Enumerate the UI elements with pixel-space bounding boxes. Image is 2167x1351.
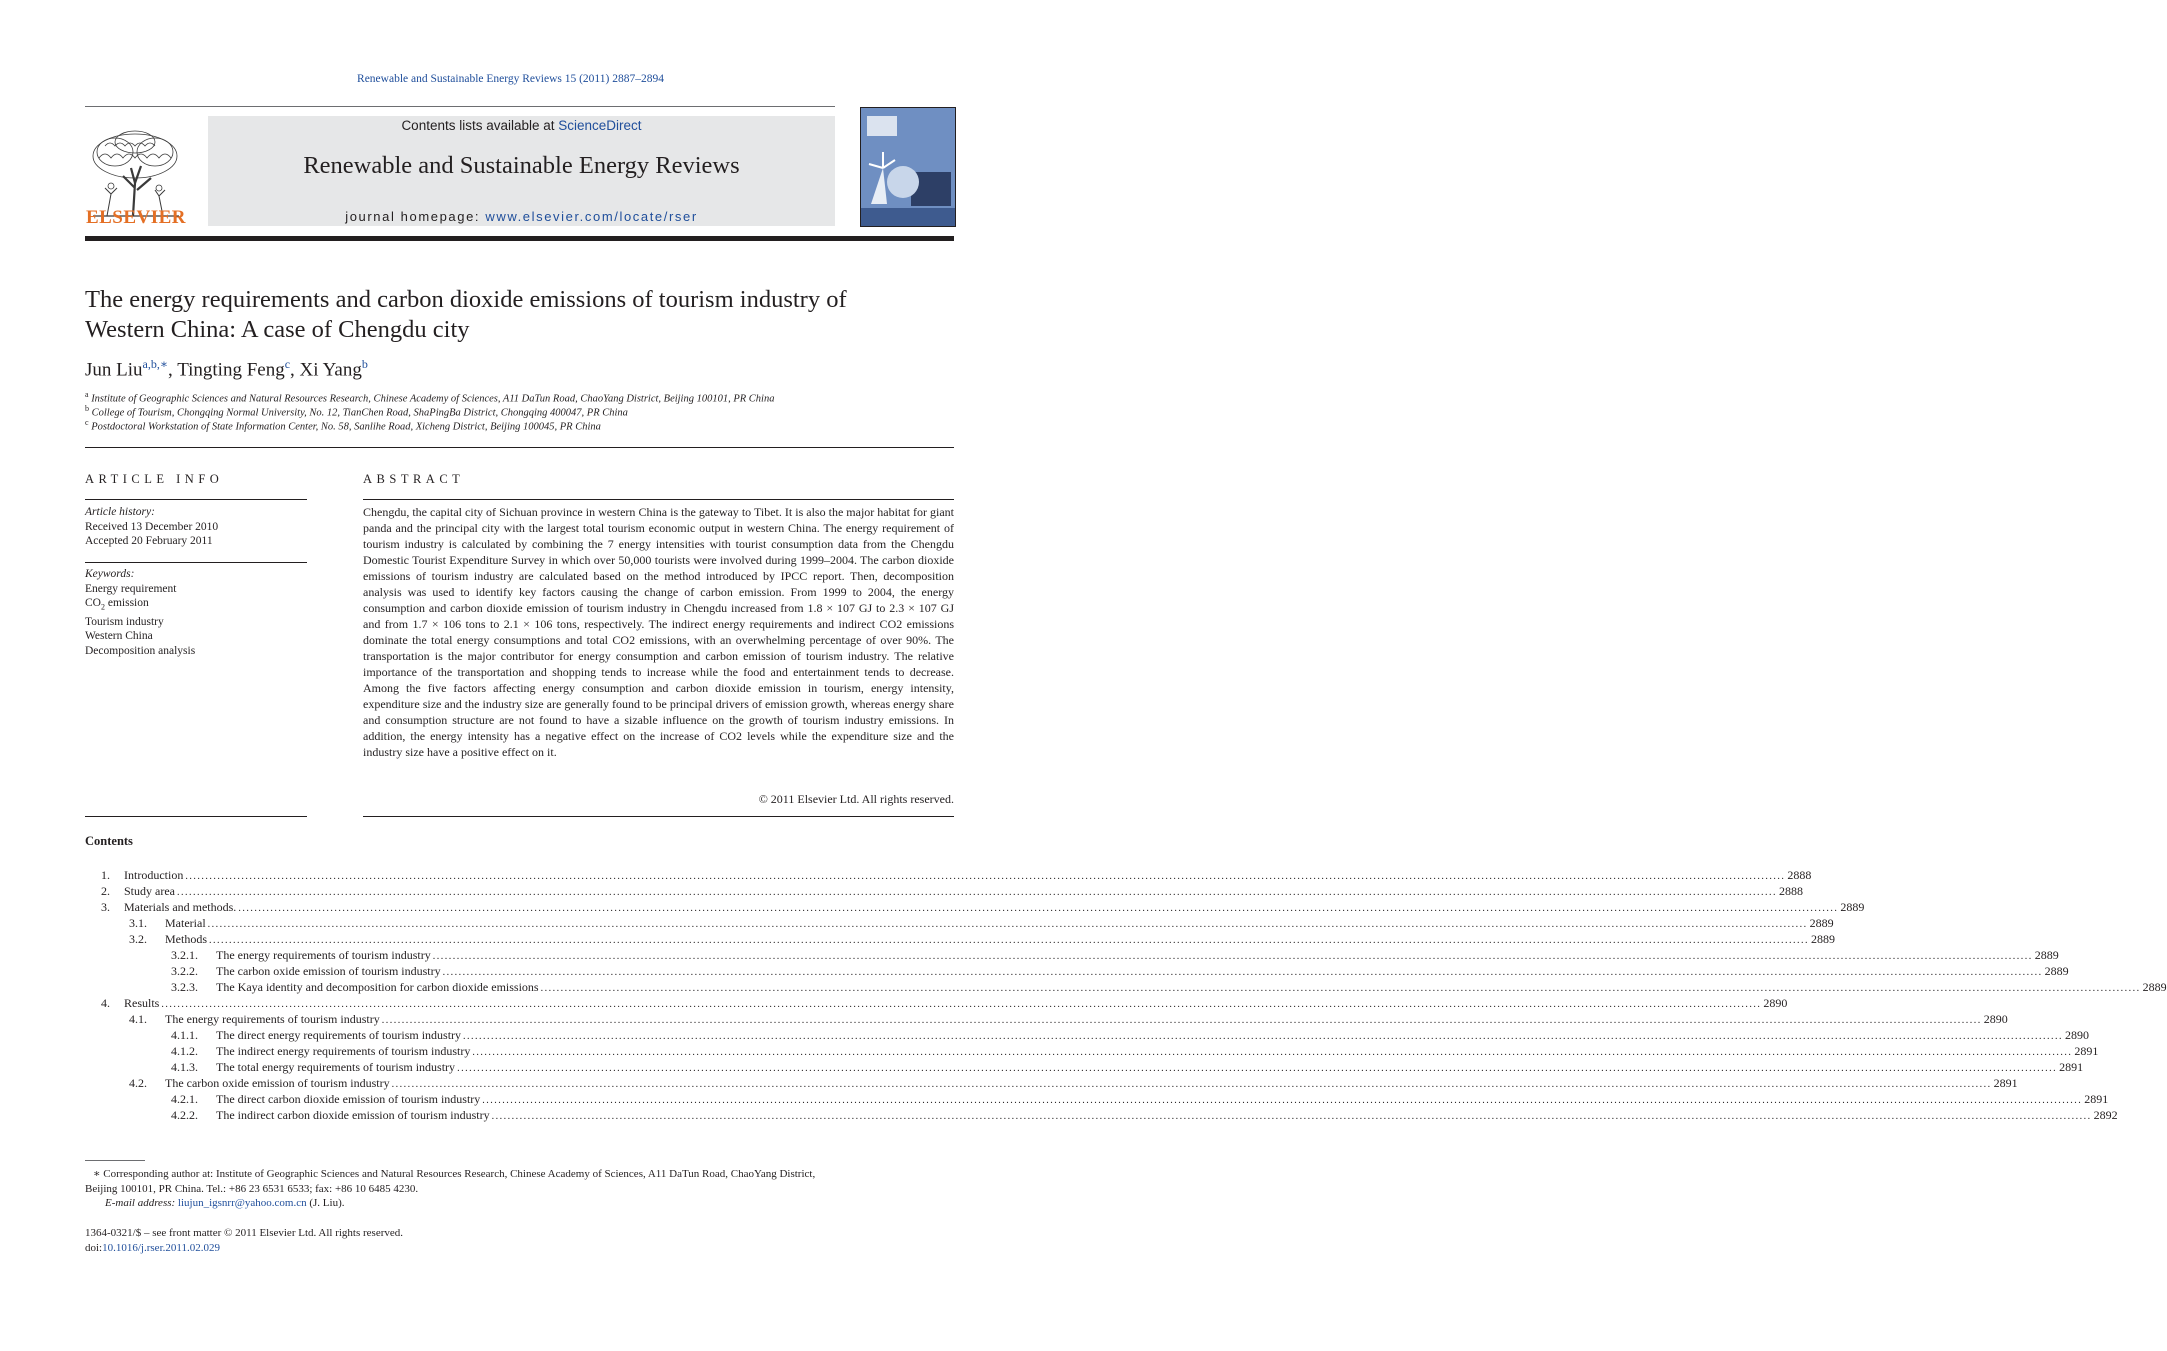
- toc-entry[interactable]: [216, 979, 2167, 995]
- corresponding-author-note: ∗ Corresponding author at: Institute of Geographic Sciences and Natural Resources Research, Chinese Academy of Sciences, A11 DaTun Road, ChaoYang District, Beijing 100101, PR China. Tel.: +86 23 6531 6533; fax: +86 10 6485 4230. E-mail address: liujun_igsnrr@yahoo.com.cn (J. Liu).: [85, 1168, 816, 1209]
- toc-page-number: 2889: [1811, 932, 1835, 946]
- toc-leader-dots: ................................................................................................................................................................................................................................................................................................................................................................................................................: [432, 951, 2033, 962]
- toc-leader-dots: ................................................................................................................................................................................................................................................................................................................................................................................................................: [209, 935, 1809, 946]
- toc-leader-dots: ................................................................................................................................................................................................................................................................................................................................................................................................................: [238, 903, 1839, 914]
- doi-link[interactable]: 10.1016/j.rser.2011.02.029: [102, 1241, 220, 1254]
- journal-cover-image[interactable]: [860, 107, 956, 227]
- affiliation-rule: [85, 447, 954, 448]
- toc-page-number: 2889: [1840, 900, 1865, 914]
- toc-entry-label: Results: [124, 996, 160, 1010]
- affiliation-c: $^c$ Postdoctoral Workstation of State Information Center, No. 58, Sanlihe Road, Xicheng District, Beijing 100045, PR China: [85, 418, 601, 433]
- toc-leader-dots: ................................................................................................................................................................................................................................................................................................................................................................................................................: [381, 1015, 1982, 1026]
- paper-title: The energy requirements and carbon dioxide emissions of tourism industry of Western China: A case of Chengdu city: [85, 286, 847, 343]
- keywords-block: Keywords: Energy requirement $CO_2$ emission Tourism industry Western China Decomposition analysis: [85, 567, 307, 658]
- toc-entry[interactable]: [124, 899, 1865, 915]
- toc-entry-label: The total energy requirements of tourism industry: [216, 1060, 456, 1074]
- toc-entry[interactable]: [165, 1011, 2008, 1027]
- toc-number: 2.: [101, 884, 110, 898]
- toc-entry[interactable]: [124, 995, 1788, 1011]
- toc-number: 4.1.: [129, 1012, 147, 1026]
- journal-citation[interactable]: Renewable and Sustainable Energy Reviews 15 (2011) 2887–2894: [357, 73, 664, 85]
- toc-page-number: 2891: [2059, 1060, 2084, 1074]
- toc-page-number: 2889: [2142, 980, 2167, 994]
- article-info-rule: [85, 499, 307, 500]
- contents-available-line: Contents lists available at ScienceDirect: [401, 118, 642, 133]
- abstract-bottom-rule: [363, 816, 954, 817]
- toc-number: 3.: [101, 900, 110, 914]
- toc-leader-dots: ................................................................................................................................................................................................................................................................................................................................................................................................................: [463, 1031, 2064, 1042]
- toc-page-number: 2891: [1993, 1076, 2018, 1090]
- article-info-heading: ARTICLE INFO: [85, 472, 224, 486]
- journal-homepage-link[interactable]: www.elsevier.com/locate/rser: [485, 209, 698, 224]
- toc-entry-label: Material: [165, 916, 206, 930]
- toc-page-number: 2891: [2084, 1092, 2109, 1106]
- toc-number: 4.1.2.: [171, 1044, 198, 1058]
- article-history: Article history: Received 13 December 2010 Accepted 20 February 2011: [85, 506, 219, 547]
- toc-entry-label: The direct carbon dioxide emission of tourism industry: [216, 1092, 481, 1106]
- author-list: Jun Liu$^{a,b,∗}$, Tingting Feng$^c$, Xi Yang$^b$: [85, 357, 368, 381]
- toc-entry-label: The direct energy requirements of tourism industry: [216, 1028, 462, 1042]
- cover-artwork: [861, 108, 955, 226]
- toc-number: 4.2.2.: [171, 1108, 198, 1122]
- header-thick-rule: [85, 236, 954, 241]
- affiliation-b: $^b$ College of Tourism, Chongqing Normal University, No. 12, TianChen Road, ShaPingBa District, Chongqing 400047, PR China: [85, 404, 628, 419]
- toc-entry-label: The carbon oxide emission of tourism industry: [216, 964, 441, 978]
- toc-entry-label: Study area: [124, 884, 175, 898]
- toc-number: 4.1.1.: [171, 1028, 198, 1042]
- toc-leader-dots: ................................................................................................................................................................................................................................................................................................................................................................................................................: [161, 999, 1762, 1010]
- toc-leader-dots: ................................................................................................................................................................................................................................................................................................................................................................................................................: [482, 1095, 2083, 1106]
- abstract-rule: [363, 499, 954, 500]
- author-affiliation-marker[interactable]: c: [284, 357, 291, 371]
- toc-number: 4.2.: [129, 1076, 147, 1090]
- toc-page-number: 2889: [2034, 948, 2059, 962]
- article-info-bottom-rule: [85, 816, 307, 817]
- toc-entry-label: The indirect energy requirements of tourism industry: [216, 1044, 471, 1058]
- toc-entry[interactable]: [124, 867, 1812, 883]
- author-affiliation-marker[interactable]: b: [361, 357, 368, 371]
- keyword-item: Decomposition analysis: [85, 644, 196, 657]
- toc-entry-label: Introduction: [124, 868, 184, 882]
- affiliation-a: $^a$ Institute of Geographic Sciences and Natural Resources Research, Chinese Academy of Sciences, A11 DaTun Road, ChaoYang District, Beijing 100101, PR China: [85, 390, 775, 405]
- keyword-item: Energy requirement: [85, 582, 177, 595]
- history-rule: [85, 562, 307, 563]
- journal-title: Renewable and Sustainable Energy Reviews: [303, 152, 740, 179]
- toc-page-number: 2890: [1983, 1012, 2008, 1026]
- sciencedirect-link[interactable]: ScienceDirect: [558, 118, 642, 133]
- toc-entry-label: The energy requirements of tourism industry: [165, 1012, 380, 1026]
- toc-number: 4.2.1.: [171, 1092, 198, 1106]
- toc-leader-dots: ................................................................................................................................................................................................................................................................................................................................................................................................................: [207, 919, 1808, 930]
- toc-entry-label: The carbon oxide emission of tourism industry: [165, 1076, 390, 1090]
- toc-leader-dots: ................................................................................................................................................................................................................................................................................................................................................................................................................: [540, 983, 2141, 994]
- toc-number: 3.1.: [129, 916, 147, 930]
- author-affiliation-marker[interactable]: a,b,∗: [142, 357, 169, 371]
- toc-number: 3.2.: [129, 932, 147, 946]
- toc-leader-dots: ................................................................................................................................................................................................................................................................................................................................................................................................................: [472, 1047, 2073, 1058]
- journal-homepage-line: journal homepage: www.elsevier.com/locate/rser: [345, 209, 698, 224]
- toc-entry-label: Methods: [165, 932, 207, 946]
- toc-entry[interactable]: [165, 931, 1835, 947]
- keyword-item: $CO_2$ emission: [85, 597, 149, 612]
- toc-entry[interactable]: [165, 1075, 2018, 1091]
- toc-entry-label: The energy requirements of tourism industry: [216, 948, 431, 962]
- toc-number: 3.2.2.: [171, 964, 198, 978]
- toc-entry[interactable]: [216, 1043, 2099, 1059]
- toc-number: 3.2.1.: [171, 948, 198, 962]
- toc-entry-label: Materials and methods.: [124, 900, 237, 914]
- front-matter-note: 1364-0321/$ – see front matter © 2011 Elsevier Ltd. All rights reserved. doi:10.1016/j.rser.2011.02.029: [85, 1227, 404, 1254]
- toc-page-number: 2888: [1778, 884, 1803, 898]
- toc-page-number: 2890: [2065, 1028, 2090, 1042]
- toc-leader-dots: ................................................................................................................................................................................................................................................................................................................................................................................................................: [491, 1111, 2092, 1122]
- footnote-rule: [85, 1160, 145, 1161]
- toc-entry[interactable]: [216, 1091, 2109, 1107]
- toc-entry[interactable]: [216, 947, 2059, 963]
- toc-entry[interactable]: [124, 883, 1803, 899]
- toc-entry-label: The Kaya identity and decomposition for carbon dioxide emissions: [216, 980, 539, 994]
- abstract-copyright: © 2011 Elsevier Ltd. All rights reserved.: [758, 792, 954, 806]
- abstract-heading: ABSTRACT: [363, 472, 465, 486]
- author-email-link[interactable]: liujun_igsnrr@yahoo.com.cn: [177, 1197, 307, 1209]
- toc-entry[interactable]: [216, 1027, 2090, 1043]
- elsevier-wordmark: ELSEVIER: [85, 207, 187, 228]
- toc-entry-label: The indirect carbon dioxide emission of tourism industry: [216, 1108, 490, 1122]
- author-name: Jun Liu: [85, 359, 143, 381]
- keyword-item: Tourism industry: [85, 615, 164, 628]
- toc-number: 4.: [101, 996, 110, 1010]
- header-rule: [85, 106, 835, 107]
- author-name: Xi Yang: [299, 359, 362, 381]
- toc-number: 3.2.3.: [171, 980, 198, 994]
- contents-heading: Contents: [85, 834, 133, 848]
- author-name: Tingting Feng: [177, 359, 285, 381]
- toc-leader-dots: ................................................................................................................................................................................................................................................................................................................................................................................................................: [176, 887, 1777, 898]
- keyword-item: Western China: [85, 630, 153, 643]
- toc-entry[interactable]: [216, 1107, 2118, 1123]
- toc-leader-dots: ................................................................................................................................................................................................................................................................................................................................................................................................................: [457, 1063, 2058, 1074]
- toc-leader-dots: ................................................................................................................................................................................................................................................................................................................................................................................................................: [391, 1079, 1992, 1090]
- toc-leader-dots: ................................................................................................................................................................................................................................................................................................................................................................................................................: [442, 967, 2043, 978]
- toc-entry[interactable]: [216, 963, 2069, 979]
- toc-page-number: 2889: [1809, 916, 1834, 930]
- toc-leader-dots: ................................................................................................................................................................................................................................................................................................................................................................................................................: [185, 871, 1786, 882]
- toc-page-number: 2889: [2044, 964, 2069, 978]
- toc-entry[interactable]: [165, 915, 1834, 931]
- toc-page-number: 2890: [1763, 996, 1788, 1010]
- toc-number: 1.: [101, 868, 110, 882]
- toc-page-number: 2891: [2074, 1044, 2099, 1058]
- toc-page-number: 2892: [2093, 1108, 2118, 1122]
- toc-number: 4.1.3.: [171, 1060, 198, 1074]
- toc-page-number: 2888: [1787, 868, 1812, 882]
- toc-entry[interactable]: [216, 1059, 2084, 1075]
- abstract-text: Chengdu, the capital city of Sichuan province in western China is the gateway to Tibet. It is also the major habitat for giant panda and the principal city with the largest total tourism economic output in western China. The energy requirement of tourism industry is calculated by combining the 7 energy intensities with tourist consumption data from the Chengdu Domestic Tourist Expenditure Survey in which over 50,000 tourists were involved during 1999–2004. The carbon dioxide emissions of tourism industry are calculated based on the method introduced by IPCC report. Then, decomposition analysis was used to identify key factors causing the change of carbon emission. From 1999 to 2004, the energy consumption and carbon dioxide emission of tourism industry in Chengdu increased from 1.8 × 107 GJ to 2.3 × 107 GJ and from 1.7 × 106 tons to 2.1 × 106 tons, respectively. The indirect energy requirements and indirect CO2 emissions dominate the total energy consumptions and total CO2 emissions, with an overwhelming percentage of over 90%. The transportation is the major contributor for energy consumption and carbon emission of tourism industry. The relative importance of the transportation and shopping tends to increase while the food and entertainment tends to decrease. Among the five factors affecting energy consumption and carbon dioxide emission in tourism, energy intensity, expenditure size and the industry size are generally found to be principal drivers of emission growth, whereas energy share and consumption structure are not found to have a sizable influence on the growth of tourism industry emissions. In addition, the energy intensity has a negative effect on the increase of CO2 levels while the expenditure size and the industry size have a positive effect on it.: [363, 505, 954, 759]
